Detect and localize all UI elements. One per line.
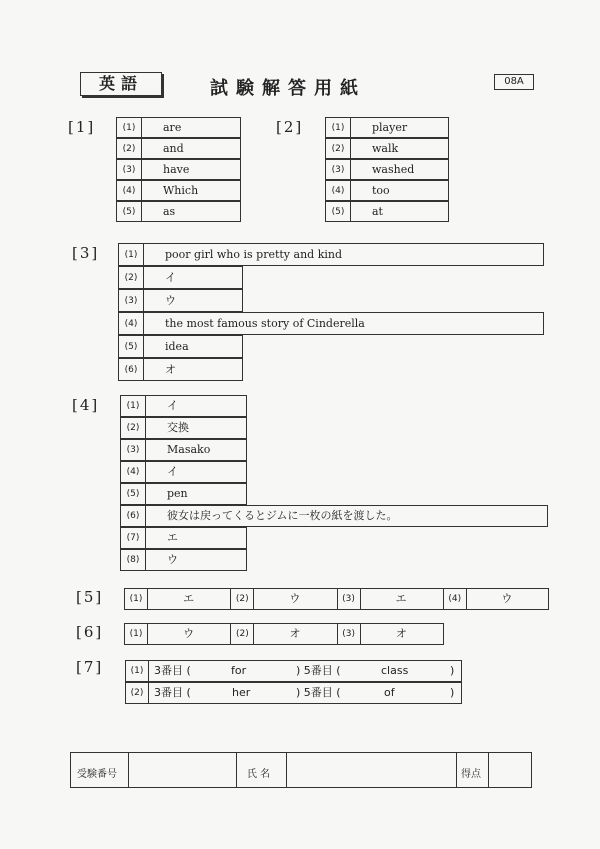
q6-answer-3: オ xyxy=(395,627,407,640)
q1-row-1[interactable] xyxy=(116,117,241,138)
q7-close-1: ) xyxy=(450,664,455,677)
q4-row-2[interactable] xyxy=(120,417,247,439)
q4-row-1[interactable] xyxy=(120,395,247,417)
q7-row-2[interactable] xyxy=(125,682,462,704)
score-label-cell xyxy=(457,753,489,787)
q3-num-4: (4) xyxy=(119,313,144,334)
q4-answer-3: Masako xyxy=(167,443,211,456)
q6-num-1: (1) xyxy=(125,624,148,644)
q4-answer-8: ウ xyxy=(167,553,178,566)
q3-label: [3] xyxy=(72,244,100,262)
q2-label: [2] xyxy=(276,118,304,136)
q1-answer-1: are xyxy=(163,121,182,134)
q2-num-1: (1) xyxy=(326,118,351,137)
q1-row-5[interactable] xyxy=(116,201,241,222)
q3-num-1: (1) xyxy=(119,244,144,265)
q4-label: [4] xyxy=(72,396,100,414)
q6-cell-3[interactable] xyxy=(338,624,443,644)
q4-row-6[interactable] xyxy=(120,505,548,527)
q5-answer-1: エ xyxy=(183,592,195,605)
q1-num-5: (5) xyxy=(117,202,142,221)
score-field[interactable] xyxy=(489,753,531,787)
q2-row-4[interactable] xyxy=(325,180,449,201)
q5-num-1: (1) xyxy=(125,589,148,609)
q4-num-6: (6) xyxy=(121,506,146,526)
q7-fifth-answer-2: of xyxy=(384,686,395,699)
q2-num-2: (2) xyxy=(326,139,351,158)
q4-answer-5: pen xyxy=(167,487,188,500)
q4-num-3: (3) xyxy=(121,440,146,460)
subject-box: 英語 xyxy=(80,72,162,96)
q3-answer-5: idea xyxy=(165,340,189,353)
exam-number-label: 受験番号 xyxy=(77,769,117,780)
q2-row-1[interactable] xyxy=(325,117,449,138)
q3-row-1[interactable] xyxy=(118,243,544,266)
q3-num-6: (6) xyxy=(119,359,144,380)
q4-num-2: (2) xyxy=(121,418,146,438)
q1-answer-4: Which xyxy=(163,184,199,197)
q5-num-2: (2) xyxy=(231,589,254,609)
q5-num-4: (4) xyxy=(444,589,467,609)
name-label-cell xyxy=(237,753,287,787)
q7-third-label-2: 3番目 ( xyxy=(154,686,191,699)
q4-row-5[interactable] xyxy=(120,483,247,505)
q1-answer-2: and xyxy=(163,142,184,155)
q7-third-answer-1: for xyxy=(231,664,247,677)
q3-answer-6: オ xyxy=(165,363,176,376)
q5-answer-4: ウ xyxy=(501,592,513,605)
name-label: 氏 名 xyxy=(247,769,271,780)
q3-row-4[interactable] xyxy=(118,312,544,335)
q6-answer-row xyxy=(124,623,444,645)
q3-row-6[interactable] xyxy=(118,358,243,381)
q4-num-7: (7) xyxy=(121,528,146,548)
q1-row-4[interactable] xyxy=(116,180,241,201)
q3-row-5[interactable] xyxy=(118,335,243,358)
q1-answer-3: have xyxy=(163,163,190,176)
q4-row-4[interactable] xyxy=(120,461,247,483)
q3-answer-4: the most famous story of Cinderella xyxy=(165,317,365,330)
q2-num-5: (5) xyxy=(326,202,351,221)
q1-label: [1] xyxy=(68,118,96,136)
q7-num-1: (1) xyxy=(126,661,149,681)
q2-row-3[interactable] xyxy=(325,159,449,180)
q1-row-2[interactable] xyxy=(116,138,241,159)
q2-answer-3: washed xyxy=(372,163,415,176)
q5-num-3: (3) xyxy=(338,589,361,609)
q2-row-2[interactable] xyxy=(325,138,449,159)
q7-fifth-label-2: ) 5番目 ( xyxy=(296,686,341,699)
q4-num-1: (1) xyxy=(121,396,146,416)
q5-label: [5] xyxy=(76,588,104,606)
q4-answer-4: イ xyxy=(167,465,178,478)
q7-label: [7] xyxy=(76,658,104,676)
q5-cell-3[interactable] xyxy=(338,589,444,609)
q5-answer-2: ウ xyxy=(289,592,301,605)
q7-fifth-answer-1: class xyxy=(381,664,409,677)
q2-answer-5: at xyxy=(372,205,383,218)
q4-num-5: (5) xyxy=(121,484,146,504)
form-code: 08A xyxy=(494,74,534,90)
q1-num-3: (3) xyxy=(117,160,142,179)
q4-num-4: (4) xyxy=(121,462,146,482)
q4-num-8: (8) xyxy=(121,550,146,570)
q5-answer-row xyxy=(124,588,549,610)
q4-answer-2: 交換 xyxy=(167,421,189,434)
name-field[interactable] xyxy=(287,753,457,787)
q7-third-label-1: 3番目 ( xyxy=(154,664,191,677)
q2-row-5[interactable] xyxy=(325,201,449,222)
q2-answer-2: walk xyxy=(372,142,399,155)
q3-num-5: (5) xyxy=(119,336,144,357)
q6-answer-1: ウ xyxy=(183,627,195,640)
q4-answer-7: エ xyxy=(167,531,178,544)
q6-num-3: (3) xyxy=(338,624,361,644)
q5-answer-3: エ xyxy=(395,592,407,605)
q3-answer-1: poor girl who is pretty and kind xyxy=(165,248,343,261)
q1-answer-5: as xyxy=(163,205,176,218)
candidate-info-box xyxy=(70,752,532,788)
q5-cell-1[interactable] xyxy=(125,589,231,609)
q1-row-3[interactable] xyxy=(116,159,241,180)
q2-answer-1: player xyxy=(372,121,408,134)
q3-answer-3: ウ xyxy=(165,294,176,307)
score-label: 得点 xyxy=(461,769,481,780)
q7-third-answer-2: her xyxy=(232,686,251,699)
q6-num-2: (2) xyxy=(231,624,254,644)
q5-cell-2[interactable] xyxy=(231,589,337,609)
q6-cell-2[interactable] xyxy=(231,624,337,644)
q4-row-3[interactable] xyxy=(120,439,247,461)
q7-fifth-label-1: ) 5番目 ( xyxy=(296,664,341,677)
q4-row-8[interactable] xyxy=(120,549,247,571)
q5-cell-4[interactable] xyxy=(444,589,548,609)
q3-num-3: (3) xyxy=(119,290,144,311)
q1-num-2: (2) xyxy=(117,139,142,158)
q2-num-3: (3) xyxy=(326,160,351,179)
q2-num-4: (4) xyxy=(326,181,351,200)
q6-cell-1[interactable] xyxy=(125,624,231,644)
q2-answer-4: too xyxy=(372,184,390,197)
q7-row-1[interactable] xyxy=(125,660,462,682)
q3-num-2: (2) xyxy=(119,267,144,288)
q1-num-4: (4) xyxy=(117,181,142,200)
q6-label: [6] xyxy=(76,623,104,641)
q7-num-2: (2) xyxy=(126,683,149,703)
q7-close-2: ) xyxy=(450,686,455,699)
exam-number-field[interactable] xyxy=(129,753,237,787)
exam-number-label-cell xyxy=(71,753,129,787)
page-title: 試験解答用紙 xyxy=(210,78,366,99)
q4-answer-1: イ xyxy=(167,399,178,412)
q4-row-7[interactable] xyxy=(120,527,247,549)
q4-answer-6: 彼女は戻ってくるとジムに一枚の紙を渡した。 xyxy=(167,509,398,522)
q1-num-1: (1) xyxy=(117,118,142,137)
q6-answer-2: オ xyxy=(289,627,301,640)
q3-row-2[interactable] xyxy=(118,266,243,289)
q3-answer-2: イ xyxy=(165,271,176,284)
q3-row-3[interactable] xyxy=(118,289,243,312)
